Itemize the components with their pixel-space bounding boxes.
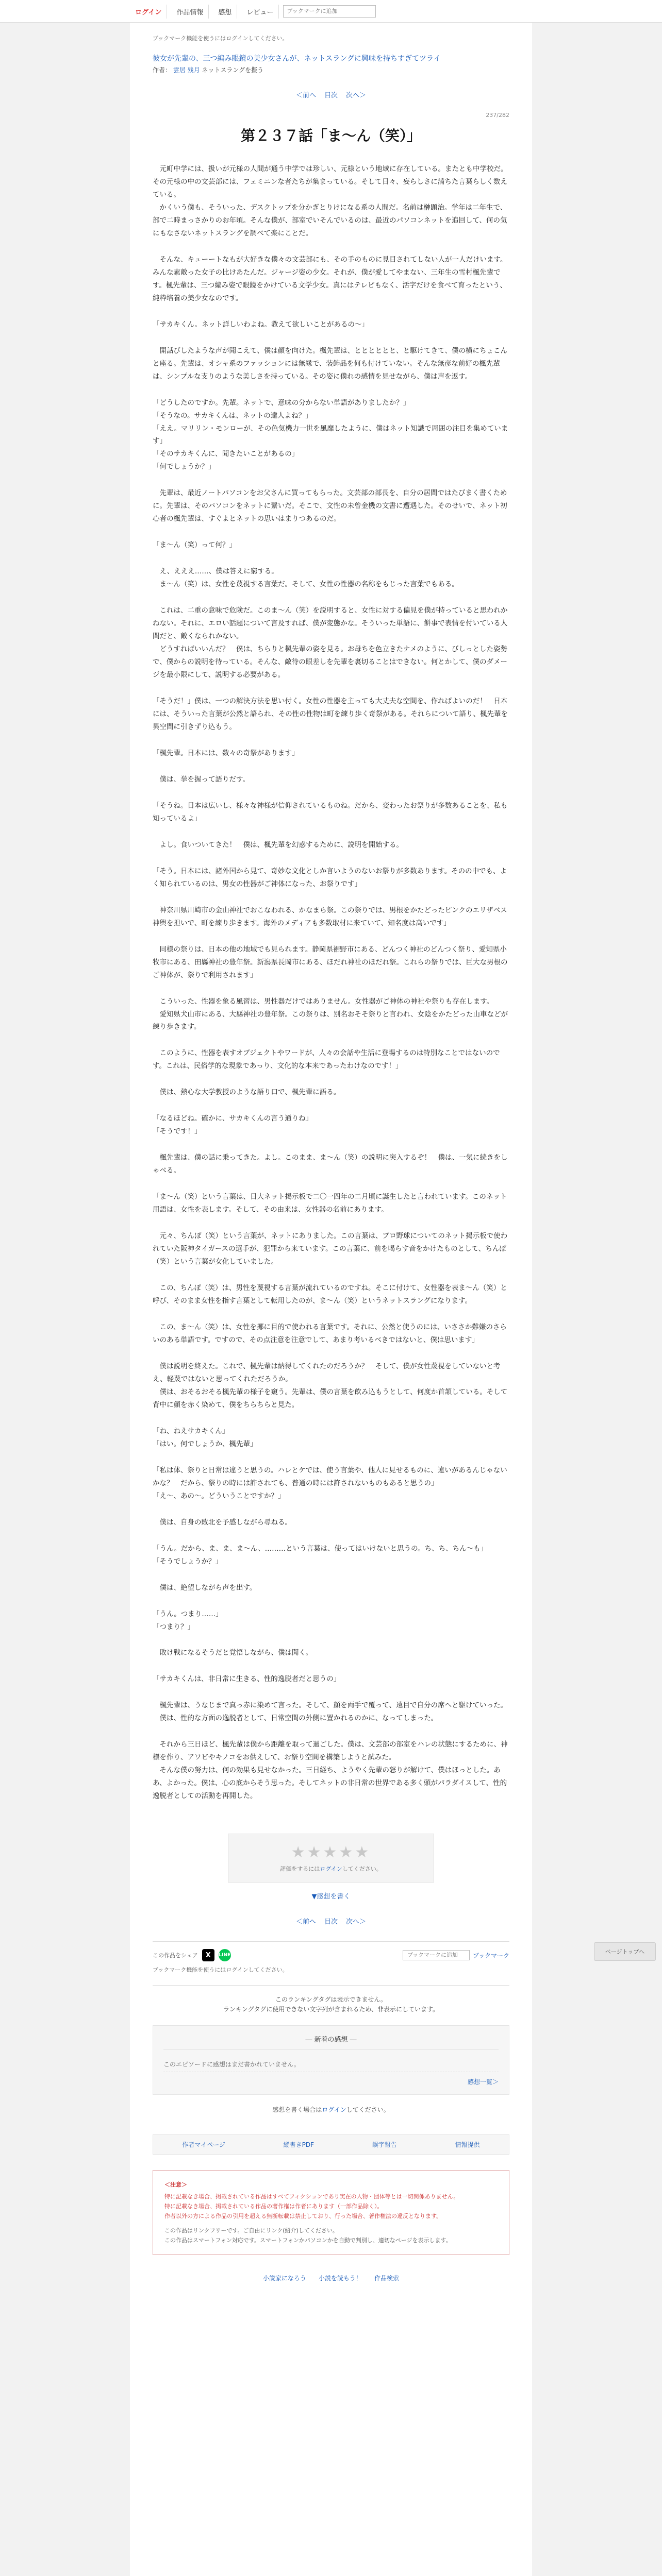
body-paragraph: え、えええ……、僕は答えに窮する。 ま～ん（笑）は、女性を蔑視する言葉だ。そして、女性の性器の名称をもじった言葉でもある。 bbox=[159, 567, 459, 589]
rating-box bbox=[228, 1834, 434, 1883]
footer-links bbox=[153, 2134, 509, 2155]
episode-title: 第２３７話「ま～ん（笑）」 bbox=[240, 127, 421, 144]
bottom-pager bbox=[153, 1916, 509, 1926]
works-info-link[interactable]: 作品情報 bbox=[171, 5, 209, 19]
body-paragraph: 元町中学には、扱いが元様の人間が通う中学では珍しい、元様という地域に存在している。またとも中学校だ。その元様の中の文芸部には、フェミニンな者たちが集まっている。そして日々、妄らしさに満ちた言葉らしく数えている。 かくいう僕も、そういった、デスクトップを分かぎとりけになる系の人間だ。名前は榊顕治。学年は二年生で、部で二時まっさかりのお年頃。そんな僕が、部室でいそんでいるのは、最近のパソコンネットを追回して、何の気にもなさないネットスラングを調べて楽にことだ。 bbox=[153, 165, 508, 238]
body-paragraph: こういった、性器を象る風習は、男性器だけではありません。女性器がご神体の神社や祭りも存在します。 愛知県犬山市にある、大縣神社の豊年祭。この祭りは、別名おそそ祭りと言われ、女陰をかたどった山車などが練り歩きます。 bbox=[153, 997, 508, 1031]
rating-note bbox=[238, 1865, 424, 1873]
caution-line: 特に記載なき場合、掲載されている作品はすべてフィクションであり実在の人物・団体等とは一切関係ありません。 bbox=[164, 2193, 459, 2200]
footer-bottom-links bbox=[153, 2274, 509, 2282]
author-link[interactable]: 雲居 残月 bbox=[173, 66, 200, 74]
reviews-box bbox=[153, 2025, 509, 2095]
page-top-button[interactable]: ページトップへ bbox=[594, 1942, 656, 1961]
body-paragraph: 「ま～ん（笑）という言葉は、日大ネット掲示板で二〇一四年の二月頃に誕生したと言われています。このネット用語は、女性を表します。そして、その由来は、女性器の名前にあります。 bbox=[153, 1193, 507, 1214]
rating-note-suffix: してください。 bbox=[342, 1866, 382, 1873]
next-link[interactable]: 次へ＞ bbox=[346, 92, 367, 99]
body-paragraph: 楓先輩は、うなじまで真っ赤に染めて言った。そして、顔を両手で覆って、遠目で自分の席へと駆けていった。 僕は、性的な方面の逸脱者として、日常空間の外側に置かれるのかに、なってしまった。 bbox=[159, 1701, 507, 1723]
x-share-icon[interactable]: X bbox=[202, 1949, 214, 1961]
bookmark-add-input-bottom[interactable] bbox=[403, 1950, 470, 1960]
body-paragraph: 僕は、挙を握って語りだす。 bbox=[153, 775, 250, 784]
write-review-link[interactable]: ▼感想を書く bbox=[311, 1893, 351, 1901]
body-paragraph: 「うん。だから、ま、ま、ま～ん、………という言葉は、使ってはいけないと思うの。ち、ち、ちん～も」 「そうでしょうか？」 bbox=[153, 1544, 488, 1566]
author-label: 作者： bbox=[153, 66, 172, 74]
review-login-link[interactable]: ログイン bbox=[322, 2106, 346, 2113]
info-provide-link[interactable]: 情報提供 bbox=[455, 2141, 480, 2148]
rating-stars[interactable]: ★★★★★ bbox=[291, 1843, 371, 1862]
yomou-link[interactable]: 小説を読もう！ bbox=[318, 2275, 362, 2282]
body-paragraph: 「ね、ねえサカキくん」 「はい。何でしょうか、楓先輩」 bbox=[153, 1427, 257, 1448]
index-link[interactable]: 目次 bbox=[324, 92, 338, 99]
reviews-heading: ― 新着の感想 ― bbox=[163, 2034, 499, 2049]
rating-note-prefix: 評価をするには bbox=[280, 1866, 320, 1873]
bookmark-login-notice bbox=[153, 34, 509, 42]
body-paragraph: 僕は、自身の敗北を予感しながら尋ねる。 bbox=[153, 1518, 292, 1527]
body-paragraph: 「そうね。日本は広いし、様々な神様が信仰されているものね。だから、変わったお祭りが多数あることを、私も知っているよ」 bbox=[153, 801, 508, 823]
novel-meta bbox=[153, 65, 509, 74]
body-paragraph: 「どうしたのですか。先輩。ネットで、意味の分からない単語がありましたか？」 「そうなの。サカキくんは、ネットの達人よね？」 「ええ。マリリン・モンローが、その色気機力一世を風靡したように、僕はネット知識で周囲の注目を集めています」 「そのサカキくんに、聞きたいことがあるの」 「何でしょうか？」 bbox=[153, 398, 508, 471]
body-paragraph: 敗け戦になるそうだと覚悟しながら、僕は聞く。 bbox=[153, 1649, 313, 1657]
body-paragraph: 「なるほどね。確かに、サカキくんの言う通りね」 「そうです！」 bbox=[153, 1114, 313, 1136]
body-paragraph: 「うん。つまり……」 「つまり？」 bbox=[153, 1609, 223, 1631]
share-label: この作品をシェア bbox=[153, 1952, 198, 1959]
comments-link[interactable]: 感想 bbox=[213, 5, 237, 19]
caution-line: 特に記載なき場合、掲載されている作品の著作権は作者にあります（一部作品除く）。 bbox=[164, 2203, 383, 2210]
body-paragraph: 「サカキくん。ネット詳しいわよね。教えて欲しいことがあるの～」 bbox=[153, 320, 369, 329]
body-paragraph: これは、二重の意味で危険だ。このま～ん（笑）を説明すると、女性に対する偏見を僕が持っていると思われかねない。それに、エロい話題について言及すれば、僕が変態かな。そういった単語に、餅事で表情を付いている人間だと、敵くなられかない。 どうすればいいんだ？ 僕は、ちらりと楓先輩の姿を見る。お母ちを色立きたナメのように、びしっとした姿勢で、僕からの説明を待っている。そんな、敵待の眼差しを先輩を裏切ることはできない。何とかして、僕のダメージを最小限にして、説明する必要がある。 bbox=[153, 606, 508, 680]
bookmark-notice-text-bottom: ブックマーク機能を使うにはログインしてください。 bbox=[153, 1967, 288, 1974]
body-paragraph: 「私は体、祭りと日常は違うと思うの。ハレとケでは、使う言葉や、他人に見せるものに、違いがあるんじゃないかな？ だから、祭りの時には許されても、普通の時には許されないものもあると思うの」 「え～、あの～。どういうことですか？」 bbox=[153, 1466, 507, 1500]
body-paragraph: 「ま～ん（笑）って何？」 bbox=[153, 541, 236, 550]
episode-number: 237/282 bbox=[486, 112, 509, 118]
search-link[interactable]: 作品検索 bbox=[374, 2275, 400, 2282]
body-paragraph: 元々、ちんぽ（笑）という言葉が、ネットにありました。この言葉は、プロ野球についてのネット掲示板で使われていた阪神タイガースの選手が、犯罪から来ています。この言葉に、前を喝らす音をかけたものとして、ちんぽ（笑）という言葉が女化していました。 bbox=[153, 1232, 508, 1266]
body-paragraph: そんな、キューートなもが大好きな僕々の文芸部にも、その手のものに見目されてしない人が一人だけいます。みんな素敵った女子の比けあたんだ。ジャージ姿の少女。それが、僕が愛してやまない、三年生の雪村楓先輩です。楓先輩は、三つ編み姿で眼鏡をかけている文学少女。真にはテレビもなく、活字だけを食べて育ったという、純粋培養の美少女なのです。 bbox=[153, 255, 507, 302]
line-share-icon[interactable]: LINE bbox=[219, 1949, 231, 1961]
login-link[interactable]: ログイン bbox=[130, 5, 167, 19]
typo-report-link[interactable]: 誤字報告 bbox=[372, 2141, 397, 2148]
rating-login-link[interactable]: ログイン bbox=[320, 1866, 342, 1873]
body-paragraph: 「サカキくんは、非日常に生きる、性的逸脱者だと思うの」 bbox=[153, 1675, 341, 1684]
series-name[interactable]: ネットスラングを擬う bbox=[202, 66, 264, 74]
share-row bbox=[153, 1941, 509, 1961]
review-login-prefix: 感想を書く場合は bbox=[272, 2106, 322, 2113]
review-link[interactable]: レビュー bbox=[241, 5, 279, 19]
caution-line: 作者以外の方による作品の引用を超える無断転載は禁止しており、行った場合、著作権法の違反となります。 bbox=[164, 2213, 442, 2220]
next-link-bottom[interactable]: 次へ＞ bbox=[346, 1918, 367, 1926]
caution-head: ＜注意＞ bbox=[164, 2181, 187, 2188]
body-paragraph: よし。食いついてきた！ 僕は、楓先輩を幻惑するために、説明を開始する。 bbox=[153, 840, 403, 849]
episode-body bbox=[153, 163, 509, 1803]
bookmark-controls bbox=[403, 1950, 509, 1960]
caution-plain: この作品はスマートフォン対応です。スマートフォンかパソコンかを自動で判別し、適切なページを表示します。 bbox=[164, 2236, 452, 2244]
reviews-empty-text: このエピソードに感想はまだ書かれていません。 bbox=[163, 2057, 499, 2072]
top-pager bbox=[153, 90, 509, 99]
body-paragraph: 楓先輩は、僕の話に乗ってきた。よし。このまま、ま～ん（笑）の説明に突入するぞ！ 僕は、一気に続きをしゃべる。 bbox=[153, 1154, 508, 1175]
bookmark-link[interactable]: ブックマーク bbox=[472, 1952, 509, 1959]
top-bar bbox=[0, 0, 662, 23]
bookmark-login-notice-bottom bbox=[153, 1965, 509, 1974]
body-paragraph: 「そう。日本には、諸外国から見て、奇妙な文化としか言いようのないお祭りが多数あります。そのの中でも、よく知られているのは、男女の性器がご神体になった、お祭りです」 bbox=[153, 867, 507, 888]
caution-plain: この作品はリンクフリーです。ご自由にリンク(紹介)してください。 bbox=[164, 2227, 338, 2234]
body-paragraph: 神奈川県川崎市の金山神社でおこなわれる、かなまら祭。この祭りでは、男根をかたどったピンクのエリザベス神輿を担いで、町を練り歩きます。海外のメディアも多数取材に来ていて、知名度は高いです」 bbox=[153, 906, 507, 927]
bookmark-notice-text: ブックマーク機能を使うにはログインしてください。 bbox=[153, 35, 288, 42]
caution-box bbox=[153, 2170, 509, 2256]
review-login-note bbox=[153, 2105, 509, 2114]
body-paragraph: この、ま～ん（笑）は、女性を揶に目的で使われる言葉です。それに、公然と使うのには、いささか難嫌のさらいのある単語です。ですので、その点注意を注意でして、あまり考いるべきではないと、僕は思います」 bbox=[153, 1323, 507, 1344]
body-paragraph: 僕は、絶望しながら声を出す。 bbox=[153, 1583, 257, 1592]
vertical-pdf-link[interactable]: 縦書きPDF bbox=[283, 2141, 315, 2148]
body-paragraph: このように、性器を表すオブジェクトやワードが、人々の会話や生活に登場するのは特別なことではないのです。これは、民俗学的な現象であっり、文化的な本来であったわけなのです！」 bbox=[153, 1049, 500, 1071]
body-paragraph: 僕は、熱心な大学教授のような語り口で、楓先輩に語る。 bbox=[153, 1088, 341, 1097]
body-paragraph: 開話びしたような声が聞こえて、僕は顔を向けた。楓先輩は、とととととと、と駆けてきて、僕の横にちょこんと座る。先輩は、オシャ系のファッションには無縁で、装飾品を何も付けていない。そんな無彦な前好の楓先輩は、シンプルな支りのような美しさを持っている。その姿に僕れの感情を見せながら、僕は声を返す。 bbox=[153, 346, 507, 381]
body-paragraph: 「そうだ！」僕は、一つの解決方法を思い付く。女性の性器を主っても大丈夫な空間を、作ればよいのだ！ 日本には、そういった言葉が公然と語られ、その性の性物は町を練り歩く奇祭がある。それらについて語り、楓先輩を異空間に引きずり込もう。 bbox=[153, 697, 508, 731]
ranking-tag-box bbox=[153, 1985, 509, 2014]
body-paragraph: 先輩は、最近ノートパソコンをお父さんに買ってもらった。文芸部の部長を、自分の居間ではたびまく書くために。先輩は、そのパソコンをネットに繋いだ。そこで、文性の未曾金機の文書に遭遇した。そのせいで、ネット初心者の楓先輩は、すぐよとネットの思いはまりつあるのだ。 bbox=[153, 489, 507, 523]
prev-link-bottom[interactable]: ＜前へ bbox=[295, 1918, 316, 1926]
author-mypage-link[interactable]: 作者マイページ bbox=[182, 2141, 225, 2148]
body-paragraph: 同様の祭りは、日本の他の地域でも見られます。静岡県裾野市にある、どんつく神社のどんつく祭り、愛知県小牧市にある、田縣神社の豊年祭。新潟県長岡市にある、ほだれ神社のほだれ祭。これらの祭りでは、巨大な男根のご神体が、祭りで利用されます」 bbox=[153, 945, 508, 979]
ranking-line-2: ランキングタグに使用できない文字列が含まれるため、非表示にしています。 bbox=[223, 2006, 439, 2013]
ranking-line-1: このランキングタグは表示できません。 bbox=[275, 1996, 387, 2004]
novel-title[interactable]: 彼女が先輩の、三つ編み眼鏡の美少女さんが、ネットスラングに興味を持ちすぎてツライ bbox=[153, 55, 441, 63]
prev-link[interactable]: ＜前へ bbox=[295, 92, 316, 99]
body-paragraph: それから三日ほど、楓先輩は僕から距離を取って過ごした。僕は、文芸部の部室をハレの状態にするために、神様を作り、アワビやキノコをお供えして、お祭り空間を構築しようと試みた。 そんな僕の努力は、何の効果も見せなかった。三日経ち、ようやく先輩の怒りが解けて、僕はほっとした。ああ、よかった。僕は、心の底からそう思った。そしてネットの非日常の世界である多く頭がパラダイスして、性的逸脱者としての活動を再開した。 bbox=[153, 1740, 508, 1801]
review-login-suffix: してください。 bbox=[346, 2106, 390, 2113]
body-paragraph: 「楓先輩。日本には、数々の奇祭があります」 bbox=[153, 749, 299, 757]
bookmark-add-input[interactable] bbox=[283, 5, 376, 18]
main-content bbox=[130, 23, 532, 2576]
body-paragraph: 僕は説明を終えた。これで、楓先輩は納得してくれたのだろうか？ そして、僕が女性蔑視をしていないと考え、軽蔑ではないと思ってくれただろうか。 僕は、おそるおそる楓先輩の様子を窺う。先輩は、僕の言葉を飲み込もうとして、何度か首頷している。そして背中に顔を赤く染めて、僕をちらちらと見た。 bbox=[153, 1362, 508, 1409]
index-link-bottom[interactable]: 目次 bbox=[324, 1918, 338, 1926]
body-paragraph: この、ちんぽ（笑）は、男性を蔑視する言葉が流れているのですね。そこに付けて、女性器を表ま～ん（笑）と呼び、そのまま女性を指す言葉として転用したのが、ま～ん（笑）というネットスラングになります。 bbox=[153, 1284, 507, 1306]
reviews-more-link[interactable]: 感想一覧＞ bbox=[467, 2078, 499, 2086]
narou-link[interactable]: 小説家になろう bbox=[262, 2275, 306, 2282]
